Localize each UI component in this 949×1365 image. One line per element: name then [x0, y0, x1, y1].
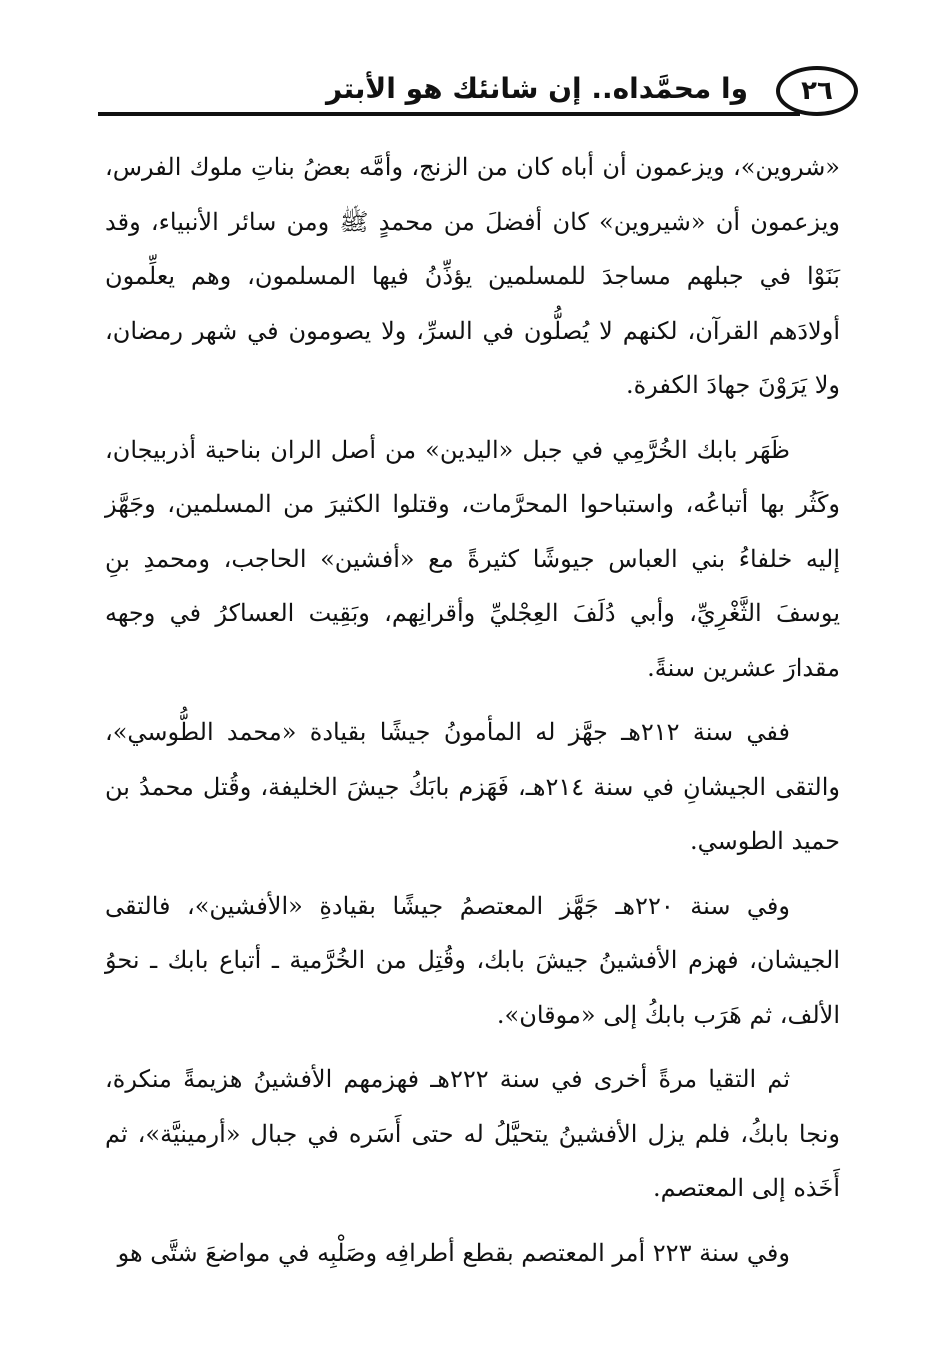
paragraph: ظَهَر بابك الخُرَّمِي في جبل «اليدين» من أصل الران بناحية أذربيجان، وكَثُر بها أتباعُه، واستباحوا المحرَّمات، وقتلوا الكثيرَ من المسلمين، وجَهَّز إليه خلفاءُ بني العباس جيوشًا كثيرةً مع «أفشين» الحاجب، ومحمدِ بنِ يوسفَ الثَّغْرِيِّ، وأبي دُلَفَ العِجْليِّ وأقرانِهم، وبَقِيت العساكرُ في وجهه مقدارَ عشرين سنةً. — [105, 435, 840, 682]
body-text — [105, 140, 840, 1290]
paragraph: ثم التقيا مرةً أخرى في سنة ٢٢٢هـ فهزمهم الأفشينُ هزيمةً منكرة، ونجا بابكُ، فلم يزل الأفشينُ يتحيَّلُ له حتى أَسَره في جبال «أرمينيَّة»، ثم أَخَذه إلى المعتصم. — [105, 1065, 840, 1202]
page-number: ٢٦ — [776, 66, 858, 116]
page-header — [98, 60, 858, 126]
paragraph: وفي سنة ٢٢٣ أمر المعتصم بقطع أطرافِه وصَلْبِه في مواضعَ شتَّى هو — [117, 1238, 790, 1267]
running-title: وا محمَّداه.. إن شانئك هو الأبتر — [326, 72, 748, 105]
paragraph: ففي سنة ٢١٢هـ جهَّز له المأمونُ جيشًا بقيادة «محمد الطُّوسي»، والتقى الجيشانِ في سنة ٢١٤هـ، فَهَزم بابَكُ جيشَ الخليفة، وقُتل محمدُ بن حميد الطوسي. — [105, 718, 840, 855]
header-rule — [98, 112, 800, 116]
paragraph: وفي سنة ٢٢٠هـ جَهَّز المعتصمُ جيشًا بقيادةِ «الأفشين»، فالتقى الجيشان، فهزم الأفشينُ جيشَ بابك، وقُتِل من الخُرَّمية ـ أتباع بابك ـ نحوُ الألف، ثم هَرَب بابكُ إلى «موقان». — [105, 891, 840, 1029]
paragraph: «شروين»، ويزعمون أن أباه كان من الزنج، وأمَّه بعضُ بناتِ ملوك الفرس، ويزعمون أن «شيروين» كان أفضلَ من محمدٍ ﷺ ومن سائر الأنبياء، وقد بَنَوْا في جبلهم مساجدَ للمسلمين يؤذِّنُ فيها المسلمون، وهم يعلِّمون أولادَهم القرآن، لكنهم لا يُصلُّون في السرِّ، ولا يصومون في شهر رمضان، ولا يَرَوْنَ جهادَ الكفرة. — [105, 153, 840, 399]
